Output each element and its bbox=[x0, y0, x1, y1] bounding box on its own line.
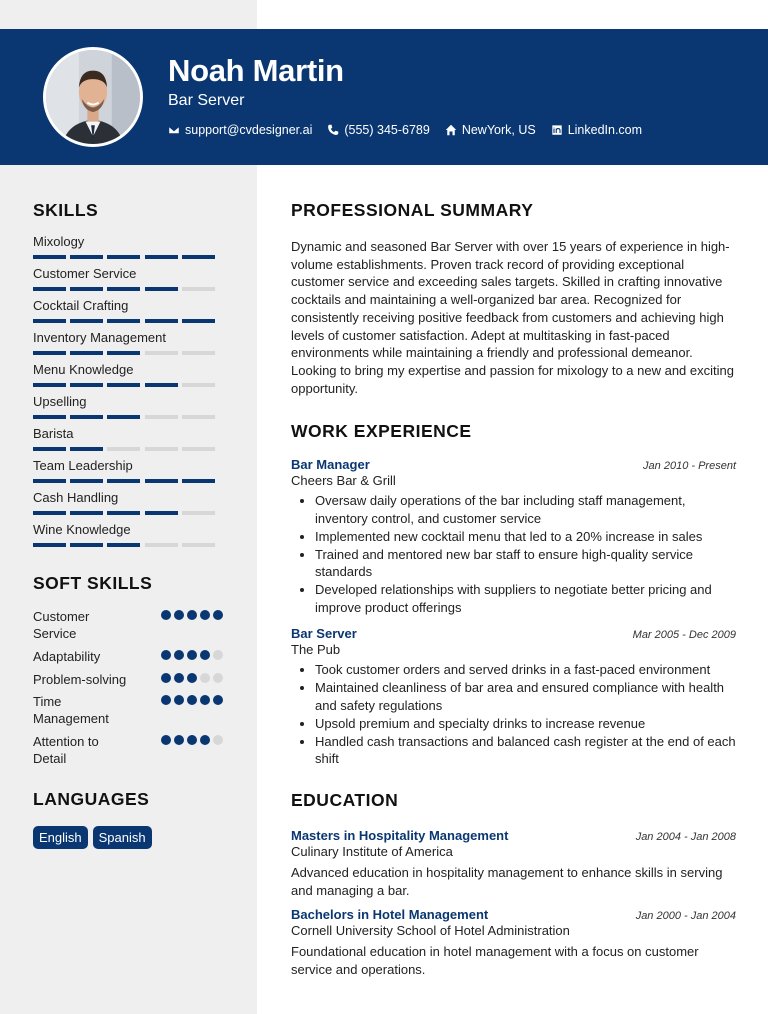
skill-item bbox=[33, 361, 223, 393]
skill-level-segment bbox=[33, 511, 66, 515]
job-bullets bbox=[291, 492, 736, 616]
soft-skill-item bbox=[33, 648, 223, 665]
education-header bbox=[291, 828, 736, 843]
job-bullet: • Trained and mentored new bar staff to ensure high-quality service standards bbox=[315, 546, 736, 581]
rating-dot bbox=[200, 610, 210, 620]
soft-skill-rating bbox=[158, 610, 223, 620]
education-entry bbox=[291, 907, 736, 978]
skill-level-segment bbox=[182, 287, 215, 291]
skill-level-segment bbox=[145, 447, 178, 451]
skill-level-segment bbox=[33, 287, 66, 291]
job-header bbox=[291, 457, 736, 472]
job-bullets bbox=[291, 661, 736, 768]
contact-row bbox=[168, 123, 657, 137]
language-badge: English bbox=[33, 826, 88, 849]
candidate-name: Noah Martin bbox=[168, 53, 344, 88]
skill-level-bar bbox=[33, 543, 223, 547]
rating-dot bbox=[213, 735, 223, 745]
rating-dot bbox=[200, 735, 210, 745]
education-school: Cornell University School of Hotel Administration bbox=[291, 923, 570, 939]
sidebar bbox=[33, 165, 223, 849]
contact-linkedin[interactable] bbox=[551, 123, 642, 137]
skill-level-segment bbox=[107, 287, 140, 291]
experience-heading: WORK EXPERIENCE bbox=[291, 421, 472, 442]
rating-dot bbox=[161, 650, 171, 660]
skill-level-bar bbox=[33, 447, 223, 451]
job-company: The Pub bbox=[291, 642, 341, 658]
skill-level-segment bbox=[33, 415, 66, 419]
rating-dot bbox=[174, 610, 184, 620]
skill-level-segment bbox=[107, 255, 140, 259]
education-heading: EDUCATION bbox=[291, 789, 399, 810]
job-title: Bar Manager bbox=[291, 457, 370, 473]
skill-level-segment bbox=[182, 255, 215, 259]
education-date: Jan 2000 - Jan 2004 bbox=[635, 910, 736, 923]
rating-dot bbox=[200, 650, 210, 660]
profile-photo bbox=[46, 50, 140, 144]
skill-level-segment bbox=[182, 543, 215, 547]
education-description: Advanced education in hospitality management to enhance skills in serving and managing a bar. bbox=[291, 864, 723, 898]
skill-level-segment bbox=[145, 511, 178, 515]
skill-label: Customer Service bbox=[33, 266, 137, 281]
linkedin-text: LinkedIn.com bbox=[567, 123, 643, 137]
job-header bbox=[291, 626, 736, 641]
skill-level-segment bbox=[145, 255, 178, 259]
skill-level-segment bbox=[107, 447, 140, 451]
skill-level-segment bbox=[70, 447, 103, 451]
summary-text: Dynamic and seasoned Bar Server with over 15 years of experience in high-volume establishments. Proven track record of providing exceptional customer service and exceeding sales targets. Skilled in crafting innovative cocktails and maintaining a well-organized bar area. Recognized for consistently receiving positive feedback from customers and achieving high levels of customer satisfaction. Adept at multitasking in fast-paced environments while maintaining a friendly and professional demeanor. Looking to bring my expertise and passion for mixology to a new and exciting opportunity. bbox=[291, 239, 734, 396]
skill-level-segment bbox=[182, 383, 215, 387]
education-degree: Bachelors in Hotel Management bbox=[291, 907, 489, 923]
skill-level-segment bbox=[70, 479, 103, 483]
skill-level-segment bbox=[70, 415, 103, 419]
education-entry bbox=[291, 828, 736, 899]
rating-dot bbox=[213, 610, 223, 620]
soft-skill-rating bbox=[158, 650, 223, 660]
location-text: NewYork, US bbox=[461, 123, 536, 137]
rating-dot bbox=[213, 650, 223, 660]
job-bullet: • Oversaw daily operations of the bar including staff management, inventory control, and customer service bbox=[315, 492, 736, 527]
education-header bbox=[291, 907, 736, 922]
job-company: Cheers Bar & Grill bbox=[291, 473, 396, 489]
job-entry bbox=[291, 457, 736, 616]
soft-skills-heading: SOFT SKILLS bbox=[33, 573, 153, 593]
soft-skill-rating bbox=[158, 735, 223, 745]
soft-skill-item bbox=[33, 733, 223, 767]
summary-heading: PROFESSIONAL SUMMARY bbox=[291, 200, 534, 220]
skill-level-segment bbox=[145, 543, 178, 547]
skill-level-bar bbox=[33, 319, 223, 323]
skill-level-segment bbox=[182, 415, 215, 419]
soft-skill-rating bbox=[158, 695, 223, 705]
skill-level-segment bbox=[70, 255, 103, 259]
skill-level-segment bbox=[70, 287, 103, 291]
soft-skill-label: Problem-solving bbox=[33, 672, 127, 687]
skill-label: Mixology bbox=[33, 234, 85, 249]
skill-label: Cocktail Crafting bbox=[33, 298, 129, 313]
skill-level-segment bbox=[145, 351, 178, 355]
skill-level-segment bbox=[145, 479, 178, 483]
skill-level-segment bbox=[107, 415, 140, 419]
skill-level-segment bbox=[107, 511, 140, 515]
skill-item bbox=[33, 265, 223, 297]
experience-list bbox=[291, 457, 736, 768]
skill-item bbox=[33, 297, 223, 329]
skill-level-segment bbox=[33, 479, 66, 483]
education-description: Foundational education in hotel management with a focus on customer service and operations. bbox=[291, 944, 699, 977]
soft-skill-rating bbox=[158, 673, 223, 683]
skill-level-segment bbox=[33, 543, 66, 547]
skill-level-segment bbox=[145, 319, 178, 323]
phone-icon bbox=[327, 124, 339, 136]
skill-item bbox=[33, 425, 223, 457]
skill-label: Team Leadership bbox=[33, 458, 133, 473]
rating-dot bbox=[174, 673, 184, 683]
rating-dot bbox=[187, 610, 197, 620]
skill-level-segment bbox=[182, 511, 215, 515]
home-icon bbox=[445, 124, 457, 136]
languages-list bbox=[33, 826, 223, 849]
job-date: Mar 2005 - Dec 2009 bbox=[632, 629, 736, 642]
skill-level-segment bbox=[70, 511, 103, 515]
phone-text: (555) 345-6789 bbox=[344, 123, 430, 137]
skill-level-bar bbox=[33, 511, 223, 515]
skill-item bbox=[33, 233, 223, 265]
skill-item bbox=[33, 329, 223, 361]
education-degree: Masters in Hospitality Management bbox=[291, 827, 509, 843]
rating-dot bbox=[187, 735, 197, 745]
rating-dot bbox=[213, 695, 223, 705]
rating-dot bbox=[200, 673, 210, 683]
soft-skills-list bbox=[33, 608, 223, 767]
rating-dot bbox=[187, 673, 197, 683]
skill-label: Cash Handling bbox=[33, 490, 119, 505]
skill-level-segment bbox=[33, 255, 66, 259]
skill-level-segment bbox=[182, 479, 215, 483]
soft-skill-item bbox=[33, 693, 223, 727]
skill-level-segment bbox=[145, 383, 178, 387]
education-school: Culinary Institute of America bbox=[291, 843, 453, 859]
skill-item bbox=[33, 393, 223, 425]
education-date: Jan 2004 - Jan 2008 bbox=[635, 830, 736, 843]
skill-level-segment bbox=[107, 351, 140, 355]
main-content bbox=[291, 165, 736, 979]
job-bullet: • Implemented new cocktail menu that led to a 20% increase in sales bbox=[315, 528, 736, 546]
job-bullet: • Took customer orders and served drinks in a fast-paced environment bbox=[315, 661, 736, 679]
skill-level-segment bbox=[145, 287, 178, 291]
rating-dot bbox=[174, 650, 184, 660]
skill-level-bar bbox=[33, 479, 223, 483]
skill-level-segment bbox=[70, 383, 103, 387]
skill-item bbox=[33, 521, 223, 553]
contact-location bbox=[445, 123, 536, 137]
contact-email[interactable] bbox=[168, 123, 312, 137]
job-date: Jan 2010 - Present bbox=[643, 460, 736, 473]
languages-heading: LANGUAGES bbox=[33, 789, 150, 809]
skills-heading: SKILLS bbox=[33, 200, 99, 220]
skill-label: Wine Knowledge bbox=[33, 522, 131, 537]
skill-level-bar bbox=[33, 383, 223, 387]
candidate-title: Bar Server bbox=[168, 92, 245, 109]
skill-level-bar bbox=[33, 287, 223, 291]
soft-skill-label: Adaptability bbox=[33, 649, 101, 664]
rating-dot bbox=[161, 695, 171, 705]
rating-dot bbox=[187, 650, 197, 660]
soft-skill-item bbox=[33, 608, 223, 642]
soft-skill-label: Attention to Detail bbox=[33, 734, 99, 766]
skill-level-segment bbox=[182, 351, 215, 355]
rating-dot bbox=[187, 695, 197, 705]
contact-phone[interactable] bbox=[327, 123, 429, 137]
skill-level-bar bbox=[33, 415, 223, 419]
education-list bbox=[291, 828, 736, 979]
skill-level-segment bbox=[33, 351, 66, 355]
skill-level-segment bbox=[33, 319, 66, 323]
rating-dot bbox=[161, 610, 171, 620]
skill-label: Menu Knowledge bbox=[33, 362, 134, 377]
email-text: support@cvdesigner.ai bbox=[185, 123, 313, 137]
skill-level-segment bbox=[70, 351, 103, 355]
rating-dot bbox=[174, 695, 184, 705]
rating-dot bbox=[161, 673, 171, 683]
skills-list bbox=[33, 233, 223, 553]
job-bullet: • Handled cash transactions and balanced cash register at the end of each shift bbox=[315, 733, 736, 768]
job-bullet: • Developed relationships with suppliers to negotiate better pricing and improve product offerings bbox=[315, 581, 736, 616]
skill-item bbox=[33, 457, 223, 489]
skill-level-segment bbox=[145, 415, 178, 419]
skill-level-segment bbox=[107, 383, 140, 387]
skill-item bbox=[33, 489, 223, 521]
skill-level-bar bbox=[33, 255, 223, 259]
skill-label: Upselling bbox=[33, 394, 87, 409]
skill-level-segment bbox=[182, 319, 215, 323]
skill-level-segment bbox=[70, 319, 103, 323]
linkedin-icon bbox=[551, 124, 563, 136]
avatar bbox=[43, 47, 143, 147]
language-badge: Spanish bbox=[93, 826, 152, 849]
skill-level-segment bbox=[107, 479, 140, 483]
rating-dot bbox=[161, 735, 171, 745]
skill-level-segment bbox=[107, 543, 140, 547]
soft-skill-label: Customer Service bbox=[33, 609, 90, 641]
skill-level-segment bbox=[33, 383, 66, 387]
soft-skill-label: Time Management bbox=[33, 694, 109, 726]
skill-level-segment bbox=[107, 319, 140, 323]
skill-level-bar bbox=[33, 351, 223, 355]
job-entry bbox=[291, 626, 736, 768]
skill-label: Barista bbox=[33, 426, 74, 441]
rating-dot bbox=[200, 695, 210, 705]
skill-label: Inventory Management bbox=[33, 330, 166, 345]
skill-level-segment bbox=[182, 447, 215, 451]
envelope-icon bbox=[168, 124, 180, 136]
skill-level-segment bbox=[70, 543, 103, 547]
job-title: Bar Server bbox=[291, 626, 357, 642]
rating-dot bbox=[174, 735, 184, 745]
resume-header bbox=[0, 29, 768, 165]
job-bullet: • Upsold premium and specialty drinks to increase revenue bbox=[315, 715, 736, 733]
rating-dot bbox=[213, 673, 223, 683]
soft-skill-item bbox=[33, 671, 223, 688]
skill-level-segment bbox=[33, 447, 66, 451]
job-bullet: • Maintained cleanliness of bar area and ensured compliance with health and safety regulations bbox=[315, 679, 736, 714]
